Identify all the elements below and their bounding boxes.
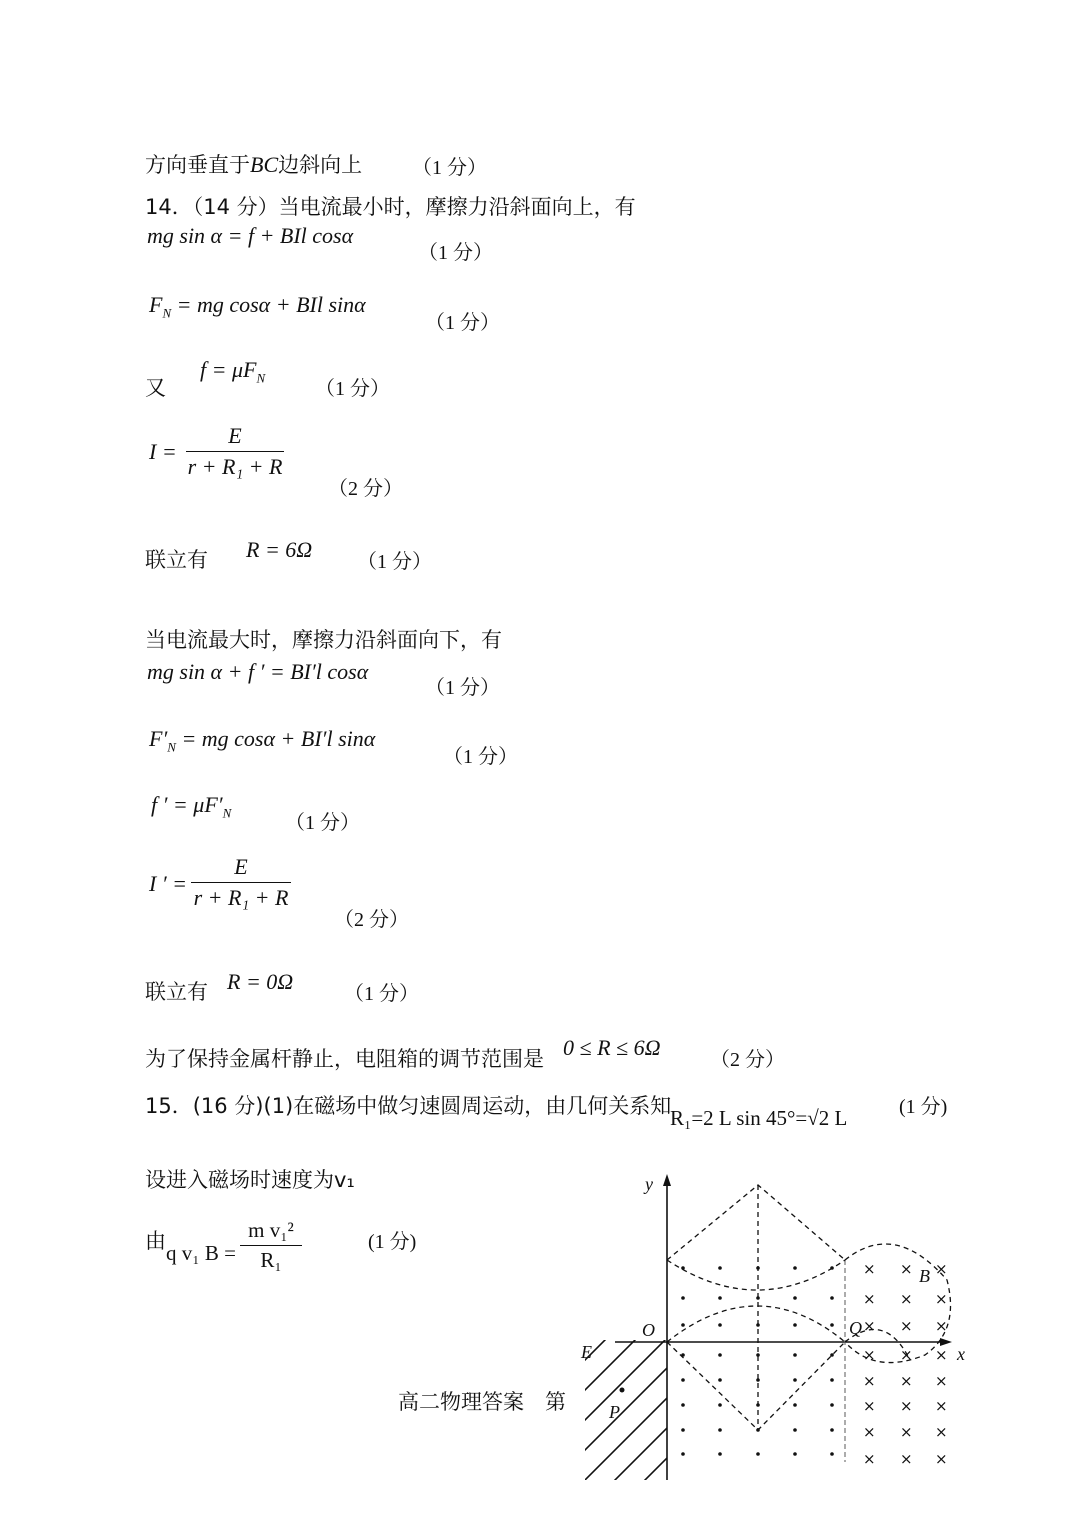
y-axis-arrow (663, 1174, 671, 1186)
score-1: （1 分） (412, 157, 487, 179)
svg-text:×: × (900, 1317, 913, 1335)
eq-subscript: N (256, 370, 266, 386)
label-e: E (581, 1342, 592, 1362)
score-eq4: （2 分） (328, 478, 403, 500)
score-eq1: （1 分） (418, 242, 493, 264)
equation-10: R = 0Ω (227, 969, 294, 994)
you-label-2: 由 (145, 1229, 166, 1253)
eq9-lhs: I ′ = (149, 871, 187, 896)
eq-part: = mg cosα + BI′l sinα (175, 726, 376, 751)
svg-text:×: × (863, 1372, 876, 1390)
score-eq5: （1 分） (357, 551, 432, 573)
eq-subscript: N (167, 739, 176, 755)
eq-part: = mg cosα + BIl sinα (171, 292, 366, 317)
svg-text:×: × (863, 1260, 876, 1278)
page-footer: 高二物理答案 第 (398, 1390, 566, 1414)
svg-text:×: × (935, 1346, 948, 1364)
svg-text:×: × (900, 1346, 913, 1364)
equation-5: R = 6Ω (246, 537, 313, 562)
you-label: 又 (145, 376, 166, 400)
svg-text:×: × (935, 1372, 948, 1390)
equation-3 (200, 357, 265, 386)
var-bc: BC (250, 152, 279, 177)
svg-text:×: × (935, 1290, 948, 1308)
text-segment: 方向垂直于 (145, 153, 250, 177)
q15-header: 15．(16 分)(1)在磁场中做匀速圆周运动，由几何关系知 (145, 1094, 672, 1118)
svg-text:×: × (935, 1397, 948, 1415)
equation-1: mg sin α = f + BIl cosα (147, 223, 354, 248)
eq-part: f ′ = μF′ (151, 792, 223, 817)
magnetic-field-figure (575, 1170, 975, 1480)
label-b: B (919, 1266, 930, 1286)
svg-text:×: × (863, 1317, 876, 1335)
q15-equation: R₁=2 L sin 45°=√2 L (670, 1106, 848, 1130)
lianli-label-1: 联立有 (145, 548, 208, 572)
score-eq10: （1 分） (344, 983, 419, 1005)
denominator: r + R₁ + R (193, 885, 289, 910)
score-eq6: （1 分） (425, 677, 500, 699)
eq4-lhs: I = (149, 439, 177, 464)
v1-text: 设进入磁场时速度为v₁ (145, 1168, 355, 1192)
eq-part: F (149, 292, 163, 317)
score-q15: (1 分) (899, 1096, 948, 1118)
x-axis-label: x (957, 1344, 965, 1364)
range-text: 为了保持金属杆静止，电阻箱的调节范围是 (145, 1047, 544, 1071)
numerator: E (234, 854, 248, 879)
eq-subscript: N (162, 305, 172, 321)
eq-part: F′ (149, 726, 168, 751)
svg-text:×: × (863, 1450, 876, 1468)
denominator: R₁ (260, 1248, 282, 1272)
score-eq8: （1 分） (285, 812, 360, 834)
q14-header: 14．（14 分）当电流最小时，摩擦力沿斜面向上，有 (145, 195, 636, 219)
point-q-label: Q (849, 1318, 862, 1338)
equation-2 (149, 292, 366, 321)
fraction-bar (191, 882, 291, 883)
svg-text:×: × (863, 1397, 876, 1415)
score-eq7: （1 分） (443, 746, 518, 768)
eq-part: f = μF (200, 357, 257, 382)
line-direction (145, 149, 362, 179)
svg-text:×: × (900, 1423, 913, 1441)
equation-8 (151, 792, 231, 821)
electric-field-region (575, 1300, 675, 1480)
eq11-fraction (240, 1218, 302, 1273)
score-eq3: （1 分） (315, 378, 390, 400)
x-axis-arrow (940, 1338, 952, 1346)
equation-6: mg sin α + f ′ = BI′l cosα (147, 659, 369, 684)
fraction-bar (240, 1245, 302, 1246)
text-segment: 边斜向上 (278, 153, 363, 177)
label-p: P (609, 1402, 620, 1422)
svg-text:×: × (863, 1423, 876, 1441)
svg-text:×: × (935, 1260, 948, 1278)
svg-text:×: × (900, 1372, 913, 1390)
eq11-lhs: q v₁ B = (166, 1241, 236, 1265)
svg-text:×: × (900, 1450, 913, 1468)
svg-text:×: × (900, 1397, 913, 1415)
score-eq9: （2 分） (334, 909, 409, 931)
svg-text:×: × (900, 1290, 913, 1308)
svg-text:×: × (900, 1260, 913, 1278)
range-equation: 0 ≤ R ≤ 6Ω (563, 1035, 661, 1060)
y-axis-label: y (645, 1174, 653, 1194)
lianli-label-2: 联立有 (145, 980, 208, 1004)
field-crosses (863, 1260, 948, 1468)
max-current-header: 当电流最大时，摩擦力沿斜面向下，有 (145, 628, 502, 652)
svg-text:×: × (935, 1317, 948, 1335)
score-range: （2 分） (710, 1049, 785, 1071)
denominator: r + R₁ + R (187, 454, 283, 479)
svg-text:×: × (863, 1346, 876, 1364)
svg-text:×: × (935, 1423, 948, 1441)
origin-label: O (642, 1320, 655, 1340)
eq9-fraction (191, 854, 291, 911)
svg-text:×: × (863, 1290, 876, 1308)
fraction-bar (186, 451, 284, 452)
eq4-fraction (186, 423, 284, 480)
numerator: E (228, 423, 242, 448)
score-eq2: （1 分） (425, 312, 500, 334)
equation-7 (149, 726, 375, 755)
score-eq11: (1 分) (368, 1231, 417, 1253)
numerator: m v₁² (248, 1218, 294, 1242)
eq-subscript: N (222, 805, 232, 821)
point-p (620, 1388, 625, 1393)
svg-text:×: × (935, 1450, 948, 1468)
